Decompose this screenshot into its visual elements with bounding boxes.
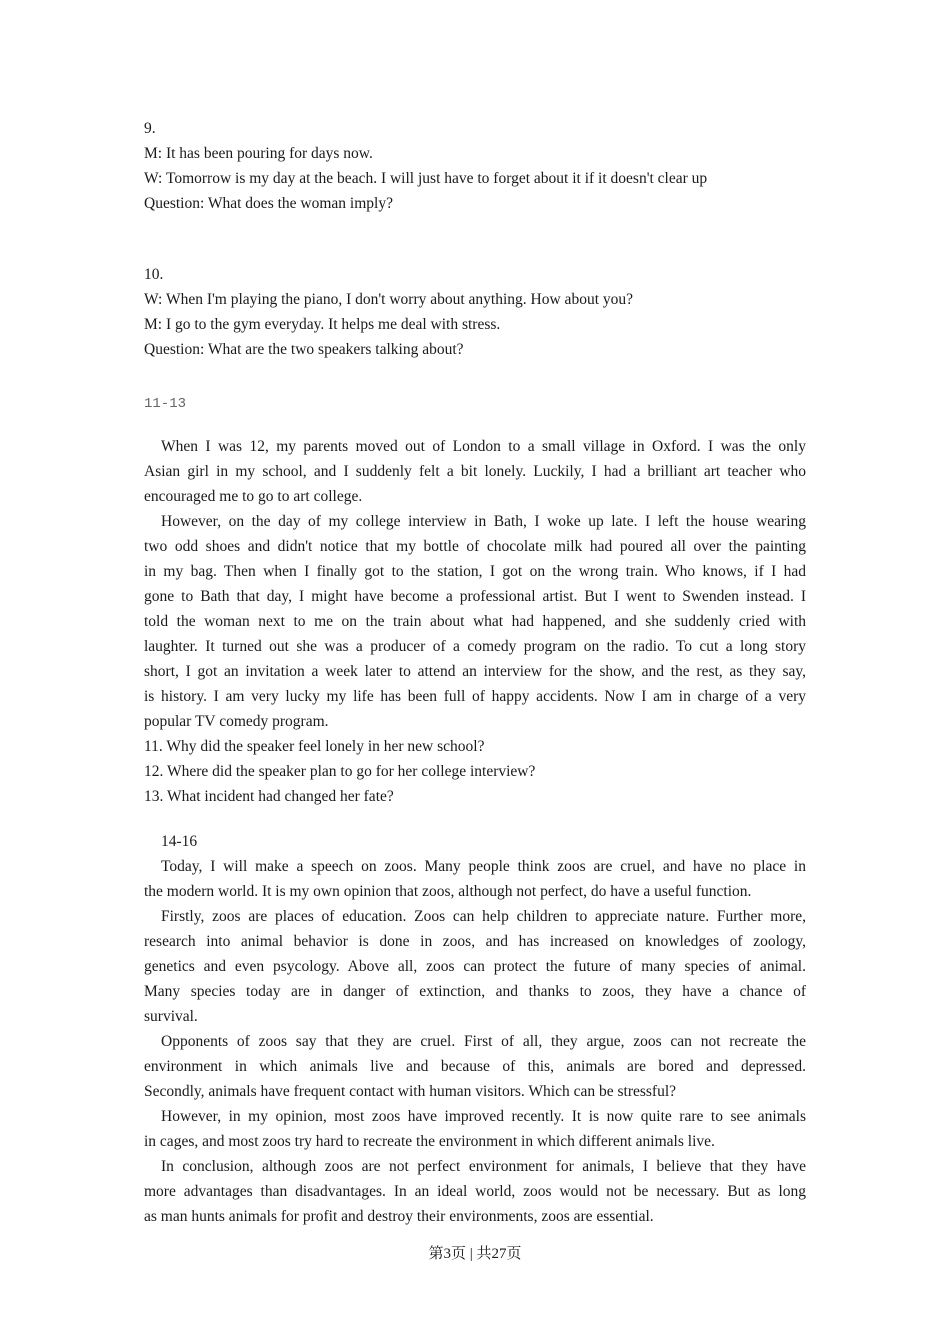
passage-line: environment in which animals live and because of this, animals are bored and depressed. (144, 1058, 806, 1075)
passage-line: Many species today are in danger of extinction, and thanks to zoos, they have a chance of (144, 983, 806, 1000)
passage-line: two odd shoes and didn't notice that my bottle of chocolate milk had poured all over the painting (144, 538, 806, 555)
passage-line: encouraged me to go to art college. (144, 488, 363, 505)
passage-line: popular TV comedy program. (144, 713, 329, 730)
passage-line: survival. (144, 1008, 198, 1025)
section-11-13-heading: 11-13 (144, 396, 187, 412)
passage-line: However, in my opinion, most zoos have improved recently. It is now quite rare to see animals (161, 1108, 806, 1125)
q10-line-man: M: I go to the gym everyday. It helps me deal with stress. (144, 316, 501, 333)
passage-line: When I was 12, my parents moved out of London to a small village in Oxford. I was the only (161, 438, 806, 455)
section-14-16-heading: 14-16 (161, 833, 198, 850)
passage-line: Secondly, animals have frequent contact with human visitors. Which can be stressful? (144, 1083, 677, 1100)
passage-line: Asian girl in my school, and I suddenly felt a bit lonely. Luckily, I had a brilliant art teacher who (144, 463, 806, 480)
passage-line: Firstly, zoos are places of education. Zoos can help children to appreciate nature. Further more, (161, 908, 806, 925)
passage-line: as man hunts animals for profit and destroy their environments, zoos are essential. (144, 1208, 654, 1225)
passage-line: short, I got an invitation a week later to attend an interview for the show, and the rest, as they say, (144, 663, 806, 680)
passage-line: In conclusion, although zoos are not perfect environment for animals, I believe that they have (161, 1158, 806, 1175)
passage-line: more advantages than disadvantages. In an ideal world, zoos would not be necessary. But as long (144, 1183, 806, 1200)
question-11: 11. Why did the speaker feel lonely in her new school? (144, 738, 485, 755)
q10-number: 10. (144, 266, 164, 283)
q9-number: 9. (144, 120, 156, 137)
question-13: 13. What incident had changed her fate? (144, 788, 394, 805)
passage-line: the modern world. It is my own opinion that zoos, although not perfect, do have a useful function. (144, 883, 752, 900)
question-12: 12. Where did the speaker plan to go for her college interview? (144, 763, 536, 780)
passage-line: in my bag. Then when I finally got to the station, I got on the wrong train. Who knows, if I had (144, 563, 806, 580)
q10-line-woman: W: When I'm playing the piano, I don't worry about anything. How about you? (144, 291, 633, 308)
passage-line: gone to Bath that day, I might have become a professional artist. But I went to Swenden instead. I (144, 588, 806, 605)
page-footer: 第3页 | 共27页 (428, 1246, 522, 1262)
passage-line: laughter. It turned out she was a producer of a comedy program on the radio. To cut a long story (144, 638, 806, 655)
passage-line: Opponents of zoos say that they are cruel. First of all, they argue, zoos can not recreate the (161, 1033, 806, 1050)
passage-line: research into animal behavior is done in zoos, and has increased on knowledges of zoology, (144, 933, 806, 950)
passage-line: is history. I am very lucky my life has been full of happy accidents. Now I am in charge of a very (144, 688, 806, 705)
passage-line: Today, I will make a speech on zoos. Many people think zoos are cruel, and have no place in (161, 858, 806, 875)
passage-line: in cages, and most zoos try hard to recreate the environment in which different animals live. (144, 1133, 715, 1150)
passage-line: genetics and even psycology. Above all, zoos can protect the future of many species of animal. (144, 958, 806, 975)
q9-question: Question: What does the woman imply? (144, 195, 393, 212)
q9-line-woman: W: Tomorrow is my day at the beach. I will just have to forget about it if it doesn't clear up (144, 170, 708, 187)
q10-question: Question: What are the two speakers talking about? (144, 341, 464, 358)
passage-line: told the woman next to me on the train about what had happened, and she suddenly cried with (144, 613, 806, 630)
q9-line-man: M: It has been pouring for days now. (144, 145, 373, 162)
passage-line: However, on the day of my college interview in Bath, I woke up late. I left the house wearing (161, 513, 806, 530)
